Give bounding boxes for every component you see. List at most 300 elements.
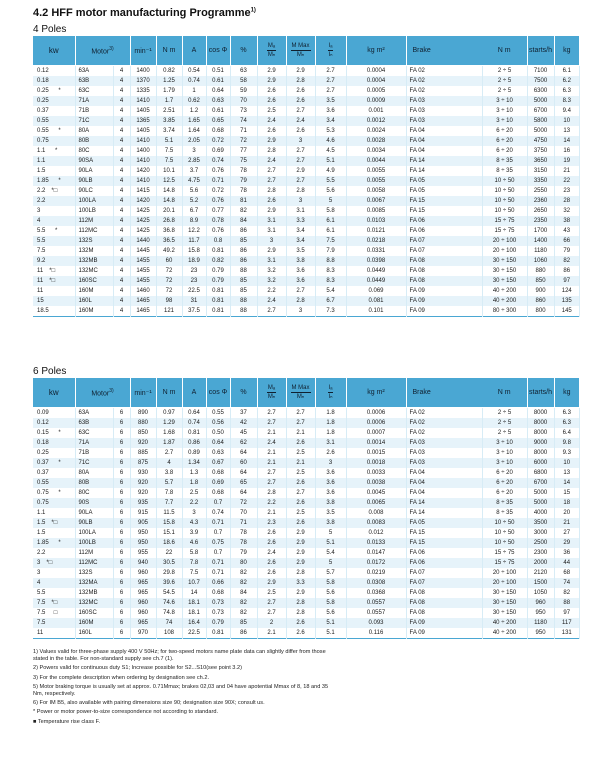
- cell-cos: 0.50: [206, 428, 230, 438]
- cell-pct: 71: [230, 126, 257, 136]
- cell-brake-torque: 6 ÷ 20: [482, 488, 527, 498]
- cell-a: 5.2: [182, 196, 206, 206]
- cell-cos: 0.74: [206, 156, 230, 166]
- cell-mark: *: [58, 460, 61, 466]
- cell-inertia: 0.069: [346, 286, 406, 296]
- cell-mmax: 2.9: [286, 538, 315, 548]
- table-row: [33, 598, 580, 608]
- cell-ma: 2.7: [257, 176, 286, 186]
- cell-pct: 79: [230, 548, 257, 558]
- cell-mmax: 2.6: [286, 618, 315, 628]
- cell-pct: 70: [230, 96, 257, 106]
- cell-nm: 36.5: [156, 236, 182, 246]
- cell-inertia: 0.0018: [346, 458, 406, 468]
- cell-a: 2.5: [182, 488, 206, 498]
- cell-inertia: 0.0038: [346, 478, 406, 488]
- cell-ma: 2.7: [257, 408, 286, 419]
- cell-mmax: 2.6: [286, 126, 315, 136]
- cell-a: 3.9: [182, 528, 206, 538]
- cell-brake: FA 09: [406, 286, 482, 296]
- cell-motor: 80A: [75, 468, 113, 478]
- header-starts: starts/h: [527, 378, 554, 408]
- table-row: [33, 438, 580, 448]
- cell-poles: 6: [113, 478, 130, 488]
- cell-motor: 100LA: [75, 196, 113, 206]
- cell-min: 1420: [130, 196, 156, 206]
- cell-brake: FA 08: [406, 266, 482, 276]
- cell-min: 1460: [130, 286, 156, 296]
- cell-starts: 5800: [527, 116, 554, 126]
- cell-ma: 2.9: [257, 76, 286, 86]
- table-row: [33, 488, 580, 498]
- table-row: [33, 176, 580, 186]
- cell-brake-torque: 6 ÷ 20: [482, 136, 527, 146]
- cell-a: 1.65: [182, 116, 206, 126]
- cell-cos: 0.69: [206, 146, 230, 156]
- cell-nm: 121: [156, 306, 182, 317]
- cell-brake: FA 04: [406, 146, 482, 156]
- cell-poles: 6: [113, 428, 130, 438]
- cell-mmax: 2.1: [286, 458, 315, 468]
- cell-brake: FA 07: [406, 236, 482, 246]
- cell-ia: 3.1: [315, 438, 346, 448]
- cell-kw: 0.12: [33, 66, 75, 77]
- cell-kg: 66: [554, 236, 579, 246]
- cell-poles: 4: [113, 116, 130, 126]
- cell-starts: 1700: [527, 226, 554, 236]
- cell-mark: □: [53, 610, 58, 616]
- cell-a: 0.64: [182, 408, 206, 419]
- cell-ma: 2.1: [257, 628, 286, 639]
- cell-inertia: 0.0004: [346, 66, 406, 77]
- header-kg: kg: [554, 36, 579, 66]
- cell-mmax: 2.6: [286, 438, 315, 448]
- cell-min: 1410: [130, 176, 156, 186]
- cell-kg: 6.3: [554, 408, 579, 419]
- cell-poles: 6: [113, 448, 130, 458]
- cell-kw: 1.5: [33, 166, 75, 176]
- cell-poles: 4: [113, 196, 130, 206]
- cell-kw: 1.1: [33, 508, 75, 518]
- cell-min: 920: [130, 488, 156, 498]
- cell-ia: 2.7: [315, 66, 346, 77]
- cell-cos: 0.75: [206, 538, 230, 548]
- cell-ia: 8.8: [315, 256, 346, 266]
- cell-brake-torque: 2 ÷ 5: [482, 86, 527, 96]
- cell-ia: 3.8: [315, 498, 346, 508]
- cell-ma: 2.2: [257, 286, 286, 296]
- cell-kg: 22: [554, 176, 579, 186]
- cell-brake-torque: 3 ÷ 10: [482, 116, 527, 126]
- cell-nm: 74.6: [156, 598, 182, 608]
- cell-motor: 63B: [75, 418, 113, 428]
- cell-ia: 8.3: [315, 276, 346, 286]
- cell-brake: FA 06: [406, 558, 482, 568]
- cell-ma: 2.7: [257, 306, 286, 317]
- cell-kw: 1.1: [33, 156, 75, 166]
- cell-starts: 900: [527, 286, 554, 296]
- cell-inertia: 0.0015: [346, 448, 406, 458]
- cell-kw: 0.55: [33, 478, 75, 488]
- cell-ia: 5.6: [315, 608, 346, 618]
- cell-starts: 5000: [527, 96, 554, 106]
- cell-mmax: 2.9: [286, 166, 315, 176]
- cell-inertia: 0.0133: [346, 538, 406, 548]
- cell-cos: 0.65: [206, 116, 230, 126]
- cell-a: 16.4: [182, 618, 206, 628]
- cell-starts: 850: [527, 276, 554, 286]
- cell-motor: 100LA: [75, 528, 113, 538]
- table-row: [33, 306, 580, 317]
- cell-brake-torque: 30 ÷ 150: [482, 588, 527, 598]
- cell-kg: 74: [554, 578, 579, 588]
- cell-brake: FA 09: [406, 296, 482, 306]
- cell-nm: 2.7: [156, 448, 182, 458]
- cell-brake: FA 09: [406, 618, 482, 628]
- cell-motor: 100LB: [75, 206, 113, 216]
- cell-ia: 3.6: [315, 106, 346, 116]
- cell-inertia: 0.0024: [346, 126, 406, 136]
- cell-motor: 63A: [75, 66, 113, 77]
- cell-poles: 4: [113, 296, 130, 306]
- cell-nm: 29.8: [156, 568, 182, 578]
- cell-inertia: 0.0034: [346, 146, 406, 156]
- cell-a: 12.2: [182, 226, 206, 236]
- cell-ia: 3.6: [315, 468, 346, 478]
- table-row: [33, 528, 580, 538]
- cell-brake: FA 15: [406, 206, 482, 216]
- cell-poles: 4: [113, 176, 130, 186]
- cell-a: 0.81: [182, 428, 206, 438]
- cell-inertia: 0.0055: [346, 176, 406, 186]
- cell-nm: 49.2: [156, 246, 182, 256]
- cell-ia: 5.1: [315, 628, 346, 639]
- cell-motor: 132MB: [75, 588, 113, 598]
- header-pct: %: [230, 378, 257, 408]
- table-row: [33, 558, 580, 568]
- cell-brake: FA 07: [406, 246, 482, 256]
- cell-cos: 0.76: [206, 226, 230, 236]
- cell-starts: 4750: [527, 136, 554, 146]
- cell-kg: 82: [554, 588, 579, 598]
- cell-min: 880: [130, 418, 156, 428]
- cell-pct: 37: [230, 408, 257, 419]
- cell-ia: 6.1: [315, 216, 346, 226]
- cell-brake: FA 04: [406, 468, 482, 478]
- cell-min: 885: [130, 448, 156, 458]
- cell-poles: 6: [113, 408, 130, 419]
- cell-poles: 4: [113, 96, 130, 106]
- cell-mmax: 3: [286, 196, 315, 206]
- cell-mmax: 3: [286, 136, 315, 146]
- header-kw: kw: [33, 378, 75, 408]
- cell-a: 0.89: [182, 448, 206, 458]
- cell-ia: 5.8: [315, 598, 346, 608]
- cell-brake: FA 03: [406, 458, 482, 468]
- cell-inertia: 0.012: [346, 528, 406, 538]
- cell-min: 1410: [130, 96, 156, 106]
- cell-min: 960: [130, 608, 156, 618]
- cell-pct: 75: [230, 156, 257, 166]
- cell-kw: 2.2: [33, 196, 75, 206]
- cell-min: 1405: [130, 106, 156, 116]
- cell-ia: 3.8: [315, 518, 346, 528]
- cell-poles: 6: [113, 528, 130, 538]
- cell-kg: 9.3: [554, 448, 579, 458]
- cell-mark: *□: [51, 188, 58, 194]
- cell-mark: *: [55, 228, 58, 234]
- cell-mark: *□: [46, 560, 53, 566]
- cell-kw: 7.5 *□: [33, 598, 75, 608]
- cell-min: 1455: [130, 276, 156, 286]
- cell-min: 970: [130, 628, 156, 639]
- cell-starts: 3750: [527, 146, 554, 156]
- cell-kg: 13: [554, 126, 579, 136]
- cell-ma: 2.6: [257, 568, 286, 578]
- cell-motor: 100LB: [75, 538, 113, 548]
- cell-pct: 84: [230, 588, 257, 598]
- cell-nm: 14.8: [156, 186, 182, 196]
- cell-brake-torque: 8 ÷ 35: [482, 156, 527, 166]
- cell-nm: 1.29: [156, 418, 182, 428]
- cell-mmax: 2.9: [286, 66, 315, 77]
- cell-kw: 0.09: [33, 408, 75, 419]
- cell-starts: 7100: [527, 66, 554, 77]
- cell-ma: 2.4: [257, 548, 286, 558]
- cell-ia: 4.5: [315, 146, 346, 156]
- cell-brake-torque: 8 ÷ 35: [482, 166, 527, 176]
- cell-a: 0.62: [182, 96, 206, 106]
- cell-starts: 1060: [527, 256, 554, 266]
- cell-brake-torque: 30 ÷ 150: [482, 256, 527, 266]
- cell-brake-torque: 40 ÷ 200: [482, 296, 527, 306]
- cell-nm: 7.5: [156, 156, 182, 166]
- cell-starts: 3350: [527, 176, 554, 186]
- cell-pct: 78: [230, 538, 257, 548]
- cell-motor: 71C: [75, 116, 113, 126]
- cell-starts: 800: [527, 306, 554, 317]
- cell-kg: 38: [554, 216, 579, 226]
- cell-brake: FA 02: [406, 428, 482, 438]
- cell-mmax: 2.8: [286, 608, 315, 618]
- cell-nm: 1.25: [156, 76, 182, 86]
- cell-brake: FA 06: [406, 216, 482, 226]
- cell-nm: 3.85: [156, 116, 182, 126]
- cell-brake: FA 14: [406, 508, 482, 518]
- cell-mmax: 2.9: [286, 548, 315, 558]
- cell-motor: 71B: [75, 106, 113, 116]
- cell-kg: 9.8: [554, 438, 579, 448]
- table-row: [33, 448, 580, 458]
- cell-motor: 90S: [75, 498, 113, 508]
- cell-inertia: 0.0045: [346, 488, 406, 498]
- cell-a: 11.7: [182, 236, 206, 246]
- cell-ia: 5.6: [315, 186, 346, 196]
- cell-kg: 20: [554, 508, 579, 518]
- cell-kw: 1.5 *□: [33, 518, 75, 528]
- cell-a: 22.5: [182, 286, 206, 296]
- cell-mmax: 2.7: [286, 488, 315, 498]
- cell-pct: 85: [230, 276, 257, 286]
- cell-nm: 2.51: [156, 106, 182, 116]
- cell-kg: 23: [554, 186, 579, 196]
- cell-kw: 11: [33, 286, 75, 296]
- cell-nm: 7.8: [156, 488, 182, 498]
- cell-mmax: 2.6: [286, 498, 315, 508]
- cell-poles: 4: [113, 236, 130, 246]
- cell-brake-torque: 6 ÷ 20: [482, 146, 527, 156]
- header-ma-ratio: $\frac{\text{Mₐ}}{\text{Mₙ}}$: [257, 36, 286, 66]
- cell-motor: 160L: [75, 296, 113, 306]
- cell-kg: 19: [554, 156, 579, 166]
- cell-kg: 97: [554, 608, 579, 618]
- cell-min: 1465: [130, 296, 156, 306]
- cell-ma: 2.7: [257, 608, 286, 618]
- cell-a: 10.7: [182, 578, 206, 588]
- cell-cos: 0.7: [206, 548, 230, 558]
- cell-ia: 2.7: [315, 86, 346, 96]
- cell-kw: 5.5: [33, 236, 75, 246]
- cell-kg: 14: [554, 136, 579, 146]
- cell-pct: 79: [230, 176, 257, 186]
- cell-starts: 9000: [527, 438, 554, 448]
- header-cosphi: cos Φ: [206, 378, 230, 408]
- cell-min: 1400: [130, 66, 156, 77]
- cell-ia: 3.5: [315, 96, 346, 106]
- cell-pct: 77: [230, 146, 257, 156]
- cell-pct: 45: [230, 428, 257, 438]
- cell-cos: 0.64: [206, 86, 230, 96]
- cell-min: 950: [130, 538, 156, 548]
- cell-kw: 1.5: [33, 528, 75, 538]
- header-mmax-ratio: $\frac{\text{M Max}}{\text{Mₙ}}$: [286, 378, 315, 408]
- cell-ia: 5.8: [315, 578, 346, 588]
- cell-min: 1465: [130, 306, 156, 317]
- cell-cos: 0.73: [206, 608, 230, 618]
- cell-ia: 4.9: [315, 166, 346, 176]
- cell-ma: 3.2: [257, 266, 286, 276]
- cell-cos: 0.68: [206, 488, 230, 498]
- cell-ma: 2.5: [257, 106, 286, 116]
- cell-kg: 86: [554, 266, 579, 276]
- cell-cos: 0.79: [206, 276, 230, 286]
- cell-kw: 0.25: [33, 96, 75, 106]
- cell-mmax: 3.6: [286, 276, 315, 286]
- cell-poles: 6: [113, 578, 130, 588]
- cell-ia: 7.3: [315, 306, 346, 317]
- cell-brake: FA 03: [406, 448, 482, 458]
- cell-pct: 81: [230, 196, 257, 206]
- cell-motor: 132S: [75, 568, 113, 578]
- table-row: [33, 66, 580, 77]
- cell-brake-torque: 15 ÷ 75: [482, 548, 527, 558]
- cell-kg: 6.3: [554, 86, 579, 96]
- section-4-poles-label: 4 Poles: [33, 24, 67, 35]
- cell-pct: 70: [230, 508, 257, 518]
- cell-mark: *: [58, 540, 61, 546]
- cell-min: 965: [130, 578, 156, 588]
- cell-pct: 82: [230, 598, 257, 608]
- cell-pct: 86: [230, 246, 257, 256]
- cell-brake-torque: 15 ÷ 75: [482, 216, 527, 226]
- cell-pct: 64: [230, 488, 257, 498]
- table-row: [33, 568, 580, 578]
- cell-inertia: 0.0147: [346, 548, 406, 558]
- table-row: [33, 156, 580, 166]
- cell-brake-torque: 10 ÷ 50: [482, 196, 527, 206]
- cell-cos: 0.64: [206, 438, 230, 448]
- cell-ma: 2.8: [257, 146, 286, 156]
- cell-brake: FA 07: [406, 578, 482, 588]
- cell-poles: 4: [113, 186, 130, 196]
- cell-mmax: 2.7: [286, 106, 315, 116]
- cell-brake-torque: 30 ÷ 150: [482, 608, 527, 618]
- cell-cos: 0.78: [206, 216, 230, 226]
- cell-brake: FA 02: [406, 66, 482, 77]
- cell-a: 22.5: [182, 628, 206, 639]
- cell-a: 2.85: [182, 156, 206, 166]
- header-motor: Motor$^{3)}$: [75, 378, 130, 408]
- cell-nm: 39.6: [156, 578, 182, 588]
- cell-ia: 5: [315, 196, 346, 206]
- cell-ia: 5: [315, 558, 346, 568]
- cell-inertia: 0.0308: [346, 578, 406, 588]
- cell-kw: 0.75 *: [33, 488, 75, 498]
- cell-a: 1.64: [182, 126, 206, 136]
- cell-ia: 3.6: [315, 478, 346, 488]
- cell-ma: 2.6: [257, 538, 286, 548]
- cell-mmax: 2.6: [286, 518, 315, 528]
- cell-pct: 59: [230, 86, 257, 96]
- cell-nm: 0.97: [156, 408, 182, 419]
- cell-poles: 6: [113, 438, 130, 448]
- footnote: ■ Temperature rise class F.: [33, 718, 101, 725]
- table-row: [33, 226, 580, 236]
- cell-brake: FA 07: [406, 568, 482, 578]
- cell-min: 940: [130, 558, 156, 568]
- cell-starts: 5000: [527, 498, 554, 508]
- cell-starts: 2550: [527, 186, 554, 196]
- cell-a: 3: [182, 146, 206, 156]
- table-4-poles: [33, 36, 580, 317]
- cell-nm: 74: [156, 618, 182, 628]
- cell-a: 2.2: [182, 498, 206, 508]
- cell-brake-torque: 6 ÷ 20: [482, 468, 527, 478]
- cell-mmax: 2.8: [286, 296, 315, 306]
- cell-kg: 145: [554, 306, 579, 317]
- cell-cos: 0.71: [206, 518, 230, 528]
- cell-mmax: 2.8: [286, 186, 315, 196]
- cell-starts: 2120: [527, 568, 554, 578]
- cell-mmax: 2.8: [286, 598, 315, 608]
- cell-mmax: 3.4: [286, 236, 315, 246]
- cell-poles: 6: [113, 608, 130, 618]
- cell-starts: 2360: [527, 196, 554, 206]
- cell-ma: 2.6: [257, 528, 286, 538]
- cell-starts: 8000: [527, 418, 554, 428]
- cell-min: 850: [130, 428, 156, 438]
- cell-kw: 1.1 *: [33, 146, 75, 156]
- cell-inertia: 0.0007: [346, 428, 406, 438]
- cell-a: 18.1: [182, 598, 206, 608]
- cell-brake-torque: 3 ÷ 10: [482, 458, 527, 468]
- cell-min: 875: [130, 458, 156, 468]
- cell-kw: 2.2: [33, 548, 75, 558]
- cell-inertia: 0.0368: [346, 588, 406, 598]
- cell-brake-torque: 20 ÷ 100: [482, 246, 527, 256]
- header-nm: N m: [156, 378, 182, 408]
- cell-poles: 4: [113, 256, 130, 266]
